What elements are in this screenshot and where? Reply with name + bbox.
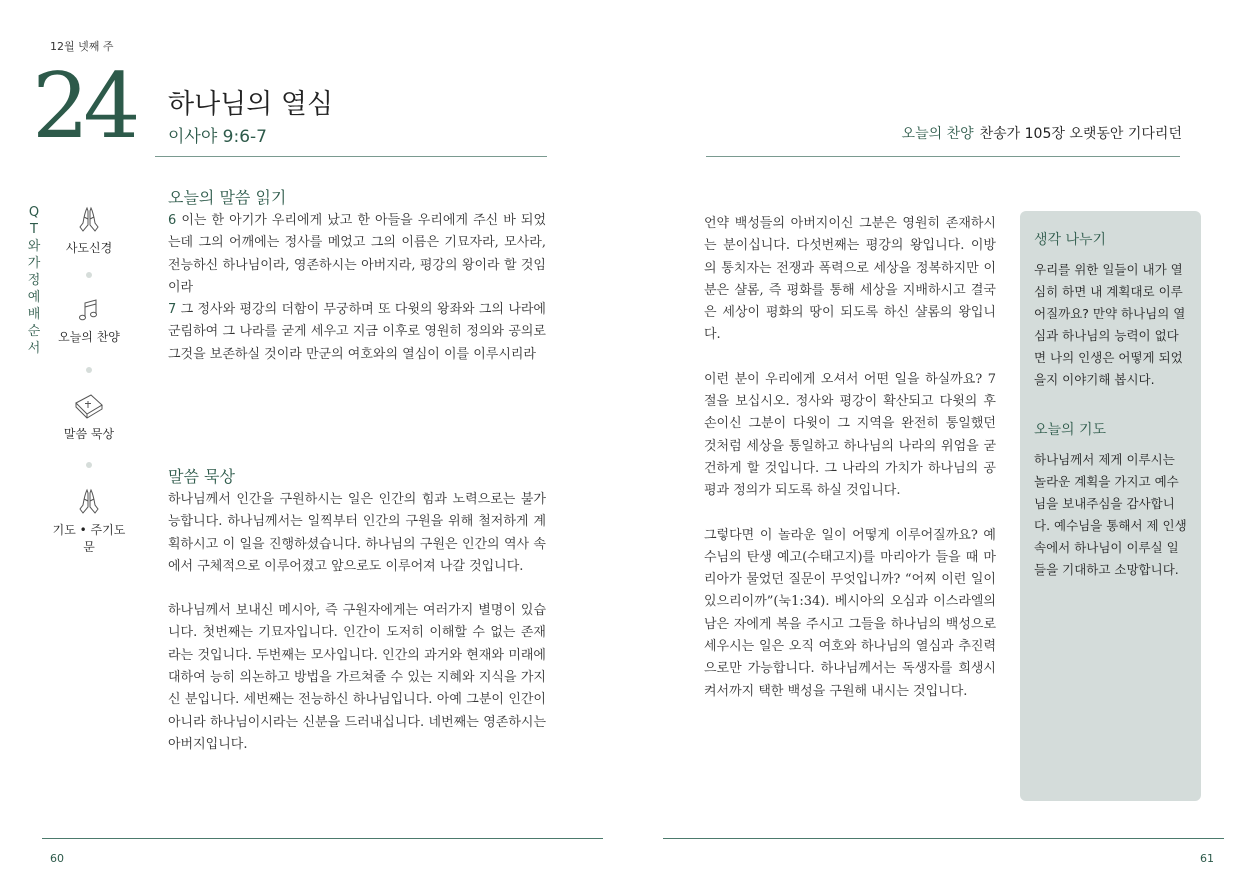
verse [168, 210, 546, 299]
sidebar-dot [86, 462, 92, 468]
sidebar-item-hymn [50, 298, 128, 345]
sidebar-item-creed [50, 205, 128, 256]
reflection-box [1020, 211, 1201, 801]
reading-title: 오늘의 말씀 읽기 [168, 188, 287, 207]
praying-hands-icon [50, 205, 128, 235]
footer-divider-right [663, 838, 1224, 839]
sidebar-item-label: 오늘의 찬양 [58, 330, 120, 344]
scripture-reference: 이사야 9:6-7 [168, 127, 267, 147]
footer-divider-left [42, 838, 603, 839]
paragraph: 하나님께서 보내신 메시아, 즉 구원자에게는 여러가지 별명이 있습니다. 첫번째는 기묘자입니다. 인간이 도저히 이해할 수 없는 존재라는 것입니다. 두번째는 모사입니다. 인간의 과거와 현재와 미래에 대하여 능히 의논하고 방법을 가르쳐줄 수 있는 지혜와 지식을 가지신 분입니다. 세번째는 전능하신 하나님입니다. 아예 그분이 인간이 아니라 하나님이시라는 신분을 드러내십니다. 네번째는 영존하시는 아버지입니다. [168, 603, 546, 752]
paragraph: 하나님께서 인간을 구원하시는 일은 인간의 힘과 노력으로는 불가능합니다. 하나님께서는 일찍부터 인간의 구원을 위해 철저하게 계획하시고 이 일을 진행하셨습니다. 하나님의 구원은 인간의 역사 속에서 구체적으로 이루어졌고 앞으로도 이루어져 나갈 것입니다. [168, 492, 546, 574]
hymn-text: 찬송가 105장 오랫동안 기다리던 [979, 126, 1182, 142]
sidebar-dot [86, 367, 92, 373]
page-number-right: 61 [1200, 852, 1214, 865]
bible-icon [50, 391, 128, 421]
meditation-title: 말씀 묵상 [168, 467, 235, 486]
verse-text: 그 정사와 평강의 더함이 무궁하며 또 다윗의 왕좌와 그의 나라에 군림하여 그 나라를 굳게 세우고 지금 이후로 영원히 정의와 공의로 그것을 보존하실 것이라 만군의 여호와의 열심이 이를 이루시리라 [168, 302, 546, 362]
music-note-icon [50, 298, 128, 324]
hymn-label: 오늘의 찬양 [901, 126, 974, 142]
sidebar-item-meditation [50, 391, 128, 442]
prayer-title: 오늘의 기도 [1034, 422, 1107, 438]
verse-number: 6 [168, 213, 177, 228]
header-divider-left [155, 156, 547, 157]
sharing-title: 생각 나누기 [1034, 232, 1107, 248]
praying-hands-icon [50, 487, 128, 517]
sidebar-item-label: 사도신경 [65, 241, 113, 255]
paragraph: 이런 분이 우리에게 오셔서 어떤 일을 하실까요? 7절을 보십시오. 정사와 평강이 확산되고 다윗의 후손이신 그분이 다윗이 그 지역을 완전히 통일했던 것처럼 세상을 통일하고 하나님의 나라의 위엄을 굳건하게 할 것입니다. 그 나라의 가치가 하나님의 공평과 정의가 되도록 하실 것입니다. [704, 371, 996, 499]
verse-number: 7 [168, 302, 177, 318]
sidebar-item-label: 말씀 묵상 [63, 427, 115, 441]
sidebar-item-label: 기도 • 주기도문 [52, 523, 126, 554]
sidebar-item-prayer [50, 487, 128, 555]
paragraph: 언약 백성들의 아버지이신 그분은 영원히 존재하시는 분이십니다. 다섯번째는 평강의 왕입니다. 이방의 통치자는 전쟁과 폭력으로 세상을 정복하지만 이 분은 샬롬, 즉 평화를 통해 세상을 지배하시고 결국은 세상이 평화의 땅이 되도록 하신 샬롬의 왕입니다. [704, 216, 996, 343]
prayer-text: 하나님께서 제게 이루시는 놀라운 계획을 가지고 예수님을 보내주심을 감사합니다. 예수님을 통해서 제 인생 속에서 하나님이 이루실 일들을 기대하고 소망합니다. [1034, 452, 1187, 577]
meditation-text-left [168, 489, 546, 756]
page-number-left: 60 [50, 852, 64, 865]
hymn-line [902, 123, 1182, 143]
verse [168, 299, 546, 366]
sharing-text: 우리를 위한 일들이 내가 열심히 하면 내 계획대로 이루어질까요? 만약 하나님의 열심과 하나님의 능력이 없다면 나의 인생은 어떻게 되었을지 이야기해 봅시다. [1034, 262, 1186, 387]
paragraph: 그렇다면 이 놀라운 일이 어떻게 이루어질까요? 예수님의 탄생 예고(수태고지)를 마리아가 들을 때 마리아가 물었던 질문이 무엇입니까? “어찌 이런 일이 있으리이까”(눅1:34). 베시아의 오심과 이스라엘의 남은 자에게 복을 주시고 그들을 하나님의 백성으로 세우시는 일은 오직 여호와 하나님의 열심과 추진력으로만 가능합니다. 하나님께서는 독생자를 희생시켜서까지 택한 백성을 구원해 내시는 것입니다. [704, 527, 996, 699]
verse-text: 이는 한 아기가 우리에게 났고 한 아들을 우리에게 주신 바 되었는데 그의 어깨에는 정사를 메었고 그의 이름은 기묘자라, 모사라, 전능하신 하나님이라, 영존하시는 아버지라, 평강의 왕이라 할 것임이라 [168, 213, 546, 295]
reading-text [168, 210, 546, 366]
vertical-label: QT와 가정예배 순서 [27, 205, 41, 356]
header-divider-right [706, 156, 1180, 157]
meditation-text-right [704, 213, 996, 703]
week-label: 12월 넷째 주 [50, 40, 114, 53]
page-title: 하나님의 열심 [168, 89, 334, 120]
day-number: 24 [32, 54, 135, 159]
sidebar-dot [86, 272, 92, 278]
